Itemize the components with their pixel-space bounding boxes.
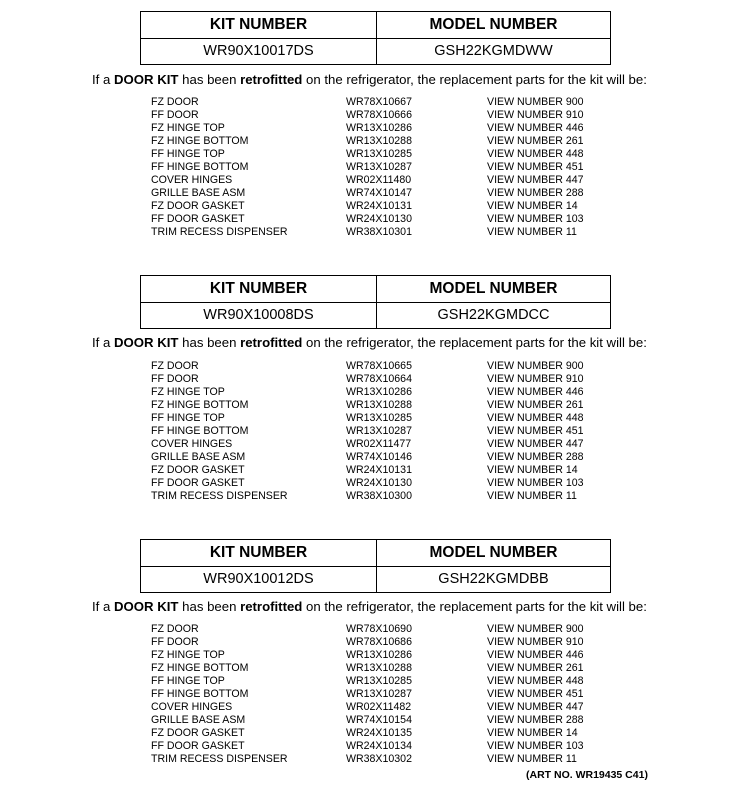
view-number: VIEW NUMBER 448 bbox=[487, 412, 584, 424]
notice-text: on the refrigerator, the replacement parts for the kit will be: bbox=[302, 72, 647, 87]
kit-number-value: WR90X10008DS bbox=[203, 307, 314, 323]
part-number: WR24X10134 bbox=[346, 740, 412, 752]
notice-text: has been bbox=[178, 335, 241, 350]
part-row bbox=[0, 636, 750, 649]
part-name: FF DOOR GASKET bbox=[151, 213, 245, 225]
notice-text: If a bbox=[92, 599, 114, 614]
notice-retrofitted: retrofitted bbox=[240, 599, 303, 614]
kit-number-value: WR90X10012DS bbox=[203, 571, 314, 587]
part-row bbox=[0, 753, 750, 766]
kit-number-value: WR90X10017DS bbox=[203, 43, 314, 59]
retrofit-notice bbox=[92, 335, 732, 350]
view-number: VIEW NUMBER 14 bbox=[487, 727, 578, 739]
view-number: VIEW NUMBER 11 bbox=[487, 226, 577, 238]
view-number: VIEW NUMBER 103 bbox=[487, 740, 584, 752]
part-number: WR13X10286 bbox=[346, 649, 412, 661]
part-row bbox=[0, 412, 750, 425]
view-number: VIEW NUMBER 103 bbox=[487, 213, 584, 225]
part-row bbox=[0, 360, 750, 373]
notice-text: has been bbox=[178, 72, 241, 87]
part-name: TRIM RECESS DISPENSER bbox=[151, 753, 288, 765]
part-name: COVER HINGES bbox=[151, 438, 233, 450]
part-name: GRILLE BASE ASM bbox=[151, 187, 246, 199]
part-name: FZ DOOR GASKET bbox=[151, 200, 245, 212]
part-number: WR78X10686 bbox=[346, 636, 412, 648]
part-number: WR13X10288 bbox=[346, 662, 412, 674]
part-name: COVER HINGES bbox=[151, 174, 233, 186]
part-number: WR38X10302 bbox=[346, 753, 412, 765]
part-name: FF HINGE TOP bbox=[151, 412, 225, 424]
view-number: VIEW NUMBER 910 bbox=[487, 109, 584, 121]
part-number: WR24X10130 bbox=[346, 477, 412, 489]
part-row bbox=[0, 727, 750, 740]
kit-number-header: KIT NUMBER bbox=[209, 280, 308, 297]
table-divider bbox=[141, 302, 610, 303]
part-number: WR13X10288 bbox=[346, 399, 412, 411]
part-row bbox=[0, 701, 750, 714]
notice-door-kit: DOOR KIT bbox=[114, 72, 179, 87]
model-number-header: MODEL NUMBER bbox=[429, 544, 558, 561]
part-name: FF HINGE TOP bbox=[151, 675, 225, 687]
part-name: FF HINGE BOTTOM bbox=[151, 688, 249, 700]
part-row bbox=[0, 109, 750, 122]
part-number: WR13X10287 bbox=[346, 425, 412, 437]
view-number: VIEW NUMBER 11 bbox=[487, 490, 577, 502]
part-name: FZ HINGE TOP bbox=[151, 386, 225, 398]
notice-text: has been bbox=[178, 599, 241, 614]
part-number: WR24X10131 bbox=[346, 200, 412, 212]
part-number: WR13X10285 bbox=[346, 412, 412, 424]
view-number: VIEW NUMBER 446 bbox=[487, 649, 584, 661]
kit-number-header: KIT NUMBER bbox=[209, 16, 308, 33]
view-number: VIEW NUMBER 451 bbox=[487, 161, 584, 173]
view-number: VIEW NUMBER 103 bbox=[487, 477, 584, 489]
part-row bbox=[0, 451, 750, 464]
part-number: WR74X10154 bbox=[346, 714, 412, 726]
view-number: VIEW NUMBER 447 bbox=[487, 701, 584, 713]
model-number-value: GSH22KGMDWW bbox=[434, 43, 553, 59]
view-number: VIEW NUMBER 288 bbox=[487, 714, 584, 726]
part-number: WR24X10131 bbox=[346, 464, 412, 476]
part-name: FF HINGE BOTTOM bbox=[151, 161, 249, 173]
part-number: WR78X10667 bbox=[346, 96, 412, 108]
retrofit-notice bbox=[92, 72, 732, 87]
view-number: VIEW NUMBER 261 bbox=[487, 662, 584, 674]
part-row bbox=[0, 399, 750, 412]
part-name: FZ HINGE TOP bbox=[151, 649, 225, 661]
part-row bbox=[0, 135, 750, 148]
part-row bbox=[0, 425, 750, 438]
part-number: WR78X10666 bbox=[346, 109, 412, 121]
part-row bbox=[0, 464, 750, 477]
part-row bbox=[0, 226, 750, 239]
part-number: WR13X10285 bbox=[346, 148, 412, 160]
notice-text: on the refrigerator, the replacement parts for the kit will be: bbox=[302, 599, 647, 614]
part-row bbox=[0, 96, 750, 109]
part-row bbox=[0, 161, 750, 174]
part-name: FZ DOOR bbox=[151, 96, 199, 108]
part-number: WR13X10288 bbox=[346, 135, 412, 147]
part-name: FZ DOOR bbox=[151, 360, 199, 372]
part-name: TRIM RECESS DISPENSER bbox=[151, 490, 288, 502]
part-row bbox=[0, 714, 750, 727]
part-number: WR78X10664 bbox=[346, 373, 412, 385]
view-number: VIEW NUMBER 900 bbox=[487, 360, 584, 372]
model-number-value: GSH22KGMDCC bbox=[437, 307, 550, 323]
view-number: VIEW NUMBER 261 bbox=[487, 135, 584, 147]
model-number-value: GSH22KGMDBB bbox=[438, 571, 549, 587]
view-number: VIEW NUMBER 446 bbox=[487, 386, 584, 398]
part-name: FZ HINGE TOP bbox=[151, 122, 225, 134]
part-number: WR13X10287 bbox=[346, 161, 412, 173]
view-number: VIEW NUMBER 900 bbox=[487, 96, 584, 108]
part-row bbox=[0, 213, 750, 226]
view-number: VIEW NUMBER 14 bbox=[487, 200, 578, 212]
kit-table bbox=[140, 11, 611, 65]
model-number-header: MODEL NUMBER bbox=[429, 280, 558, 297]
part-number: WR24X10130 bbox=[346, 213, 412, 225]
view-number: VIEW NUMBER 451 bbox=[487, 425, 584, 437]
view-number: VIEW NUMBER 288 bbox=[487, 187, 584, 199]
view-number: VIEW NUMBER 446 bbox=[487, 122, 584, 134]
notice-retrofitted: retrofitted bbox=[240, 72, 303, 87]
part-name: FF DOOR bbox=[151, 373, 199, 385]
part-number: WR38X10301 bbox=[346, 226, 412, 238]
part-number: WR74X10146 bbox=[346, 451, 412, 463]
part-number: WR02X11480 bbox=[346, 174, 412, 186]
part-number: WR24X10135 bbox=[346, 727, 412, 739]
part-number: WR78X10690 bbox=[346, 623, 412, 635]
part-name: FF DOOR GASKET bbox=[151, 477, 245, 489]
part-row bbox=[0, 675, 750, 688]
part-name: TRIM RECESS DISPENSER bbox=[151, 226, 288, 238]
part-name: FF DOOR bbox=[151, 636, 199, 648]
part-row bbox=[0, 477, 750, 490]
kit-number-header: KIT NUMBER bbox=[209, 544, 308, 561]
part-row bbox=[0, 662, 750, 675]
part-row bbox=[0, 649, 750, 662]
view-number: VIEW NUMBER 448 bbox=[487, 148, 584, 160]
part-number: WR78X10665 bbox=[346, 360, 412, 372]
notice-retrofitted: retrofitted bbox=[240, 335, 303, 350]
view-number: VIEW NUMBER 447 bbox=[487, 438, 584, 450]
table-divider bbox=[141, 566, 610, 567]
part-name: FZ DOOR GASKET bbox=[151, 727, 245, 739]
view-number: VIEW NUMBER 910 bbox=[487, 636, 584, 648]
part-row bbox=[0, 200, 750, 213]
part-number: WR13X10285 bbox=[346, 675, 412, 687]
view-number: VIEW NUMBER 451 bbox=[487, 688, 584, 700]
view-number: VIEW NUMBER 288 bbox=[487, 451, 584, 463]
model-number-header: MODEL NUMBER bbox=[429, 16, 558, 33]
part-number: WR13X10287 bbox=[346, 688, 412, 700]
part-number: WR02X11477 bbox=[346, 438, 412, 450]
notice-door-kit: DOOR KIT bbox=[114, 599, 179, 614]
part-name: GRILLE BASE ASM bbox=[151, 714, 246, 726]
view-number: VIEW NUMBER 448 bbox=[487, 675, 584, 687]
notice-text: on the refrigerator, the replacement parts for the kit will be: bbox=[302, 335, 647, 350]
part-name: FZ HINGE BOTTOM bbox=[151, 662, 249, 674]
view-number: VIEW NUMBER 900 bbox=[487, 623, 584, 635]
part-name: FF DOOR GASKET bbox=[151, 740, 245, 752]
part-number: WR38X10300 bbox=[346, 490, 412, 502]
retrofit-notice bbox=[92, 599, 732, 614]
part-row bbox=[0, 386, 750, 399]
art-number: (ART NO. WR19435 C41) bbox=[526, 769, 648, 781]
notice-text: If a bbox=[92, 335, 114, 350]
notice-text: If a bbox=[92, 72, 114, 87]
part-row bbox=[0, 187, 750, 200]
part-name: FZ DOOR bbox=[151, 623, 199, 635]
part-name: COVER HINGES bbox=[151, 701, 233, 713]
part-row bbox=[0, 438, 750, 451]
part-name: FZ DOOR GASKET bbox=[151, 464, 245, 476]
part-row bbox=[0, 373, 750, 386]
part-number: WR13X10286 bbox=[346, 122, 412, 134]
view-number: VIEW NUMBER 910 bbox=[487, 373, 584, 385]
part-name: FZ HINGE BOTTOM bbox=[151, 399, 249, 411]
notice-door-kit: DOOR KIT bbox=[114, 335, 179, 350]
kit-table bbox=[140, 275, 611, 329]
part-name: FF HINGE TOP bbox=[151, 148, 225, 160]
part-name: FF DOOR bbox=[151, 109, 199, 121]
part-row bbox=[0, 740, 750, 753]
view-number: VIEW NUMBER 261 bbox=[487, 399, 584, 411]
part-name: GRILLE BASE ASM bbox=[151, 451, 246, 463]
part-row bbox=[0, 174, 750, 187]
part-row bbox=[0, 122, 750, 135]
table-divider bbox=[141, 38, 610, 39]
part-number: WR13X10286 bbox=[346, 386, 412, 398]
part-number: WR74X10147 bbox=[346, 187, 412, 199]
view-number: VIEW NUMBER 14 bbox=[487, 464, 578, 476]
part-row bbox=[0, 688, 750, 701]
part-name: FF HINGE BOTTOM bbox=[151, 425, 249, 437]
part-row bbox=[0, 623, 750, 636]
view-number: VIEW NUMBER 447 bbox=[487, 174, 584, 186]
kit-table bbox=[140, 539, 611, 593]
part-row bbox=[0, 148, 750, 161]
part-number: WR02X11482 bbox=[346, 701, 412, 713]
part-name: FZ HINGE BOTTOM bbox=[151, 135, 249, 147]
view-number: VIEW NUMBER 11 bbox=[487, 753, 577, 765]
part-row bbox=[0, 490, 750, 503]
